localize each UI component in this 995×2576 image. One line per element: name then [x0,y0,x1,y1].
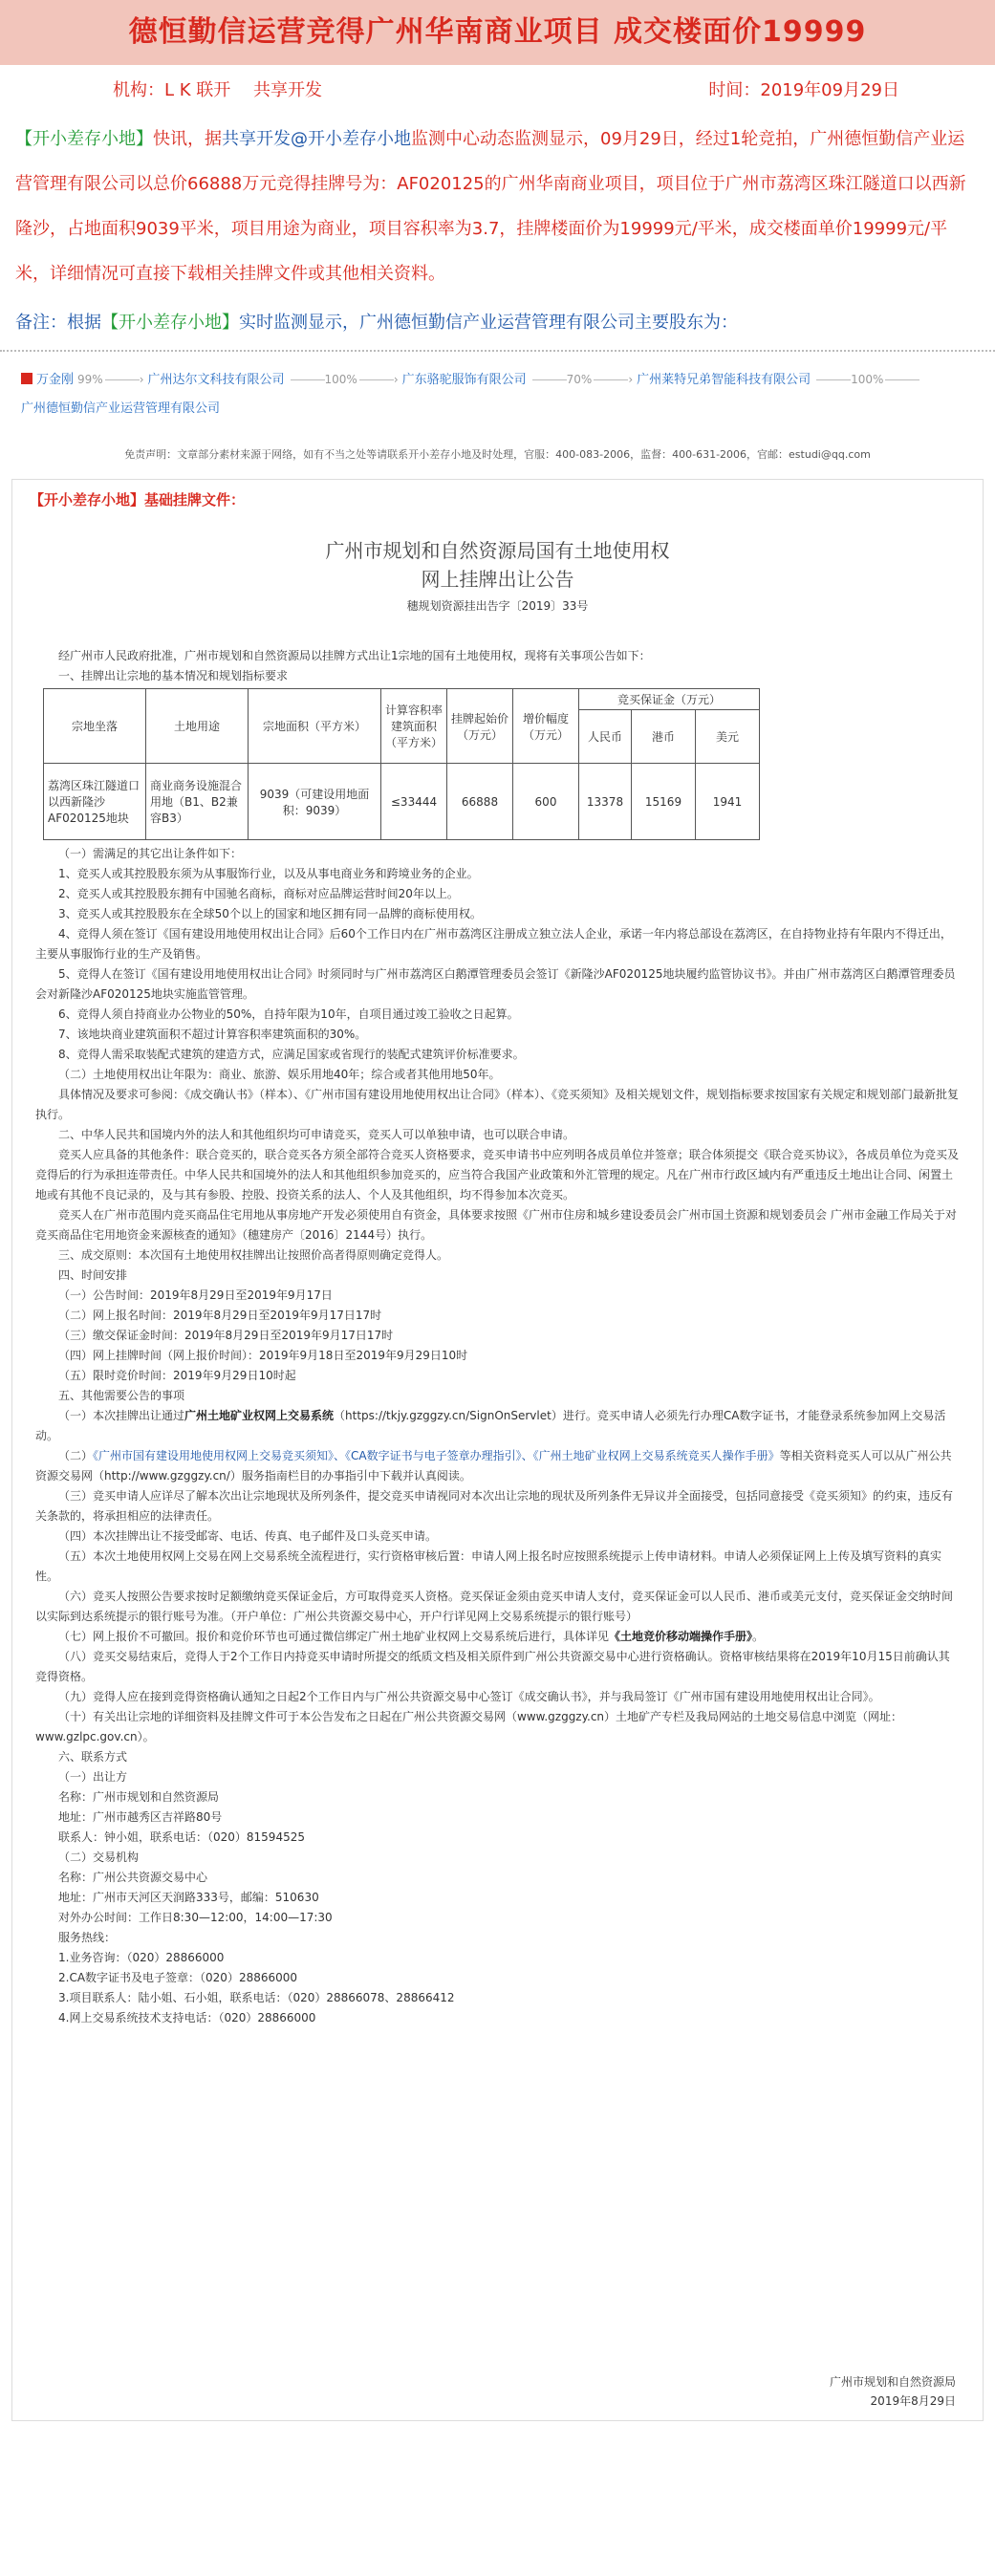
td-start: 66888 [447,764,513,840]
doc-body2-11: 四、时间安排 [58,1268,128,1282]
doc-body2-5: （二）土地使用权出让年限为：商业、旅游、娱乐用地40年；综合或者其他用地50年。 [58,1068,501,1081]
doc-time-3: （四）网上挂牌时间（网上报价时间）：2019年9月18日至2019年9月29日10时 [58,1349,468,1362]
doc-contact-5: （二）交易机构 [58,1851,140,1864]
lead-brand: 【开小差存小地】 [15,129,153,149]
th-hkd: 港币 [632,710,696,764]
th-increment: 增价幅度（万元） [513,689,579,764]
note-text: 实时监测显示，广州德恒勤信产业运营管理有限公司主要股东为： [239,313,738,333]
doc-time-1: （二）网上报名时间：2019年8月29日至2019年9月17日17时 [58,1309,382,1322]
doc-body1-1: 1、竞买人或其控股股东须为从事服饰行业，以及从事电商业务和跨境业务的企业。 [58,867,479,880]
notice-document [11,479,984,2421]
chain-node-1[interactable]: 广州达尔文科技有限公司 [147,373,285,387]
doc-time-2: （三）缴交保证金时间：2019年8月29日至2019年9月17日17时 [58,1329,394,1342]
chain-arrow-2: 70% › [530,365,633,394]
doc-body2-0: 4、竞得人须在签订《国有建设用地使用权出让合同》后60个工作日内在广州市荔湾区注册成立独立法人企业，承诺一年内将总部设在荔湾区，在自持物业持有年限内不得迁出，主要从事服饰行业的生产及销售。 [35,927,952,961]
meta-row [0,65,995,117]
td-far: ≤33444 [381,764,447,840]
doc-item-7: （七）网上报价不可撤回。报价和竞价环节也可通过微信绑定广州土地矿业权网上交易系统后进行，具体详见《土地竞价移动端操作手册》。 [58,1630,765,1643]
doc-contact-4: 联系人：钟小姐，联系电话：（020）81594525 [58,1830,305,1844]
doc-body3-3: （六）竞买人按照公告要求按时足额缴纳竞买保证金后，方可取得竞买人资格。竞买保证金须由竞买申请人支付，竞买保证金可以人民币、港币或美元支付，竞买保证金交纳时间以实际到达系统提示的银行账号为准。（开户单位：广州公共资源交易中心，开户行详见网上交易系统提示的银行账号） [35,1590,954,1623]
doc-body2-6: 具体情况及要求可参阅：《成交确认书》（样本）、《广州市国有建设用地使用权出让合同》（样本）、《竞买须知》及相关规划文件，规划指标要求按国家有关规定和规划部门最新批复执行。 [35,1088,960,1121]
doc-body1-0: （一）需满足的其它出让条件如下： [58,847,243,860]
td-location: 荔湾区珠江隧道口以西新隆沙AF020125地块 [44,764,146,840]
meta-time: 时间：2019年09月29日 [708,80,899,100]
chain-node-0[interactable]: 万金刚 [36,373,75,387]
note-prefix: 备注：根据 [15,313,101,333]
parcel-table [43,688,760,840]
doc-body2-7: 二、中华人民共和国境内外的法人和其他组织均可申请竞买，竞买人可以单独申请，也可以联合申请。 [58,1128,575,1141]
td-use: 商业商务设施混合用地（B1、B2兼容B3） [146,764,249,840]
doc-body3-1: （四）本次挂牌出让不接受邮寄、电话、传真、电子邮件及口头竞买申请。 [58,1529,438,1543]
doc-guides-link[interactable]: 《广州市国有建设用地使用权网上交易竞买须知》、《CA数字证书与电子签章办理指引》、《广州土地矿业权网上交易系统竞买人操作手册》 [93,1449,780,1462]
doc-body3-0: （三）竞买申请人应详尽了解本次出让宗地现状及所列条件，提交竞买申请视同对本次出让宗地的现状及所列条件无异议并全面接受，包括同意接受《竞买须知》的约束，违反有关条款的，将承担相应的法律责任。 [35,1489,954,1523]
lead-share-link[interactable]: 共享开发@开小差存小地 [222,129,411,149]
doc-contact-10: 1.业务咨询：（020）28866000 [58,1951,225,1964]
chain-arrow-0: 99% › [77,373,144,386]
doc-body4-2: （十）有关出让宗地的详细资料及挂牌文件可于本公告发布之日起在广州公共资源交易网（www.gzggzy.cn）土地矿产专栏及我局网站的土地交易信息中浏览（网址：www.gzlpc.gov.cn）。 [35,1710,903,1743]
th-far: 计算容积率建筑面积（平方米） [381,689,447,764]
doc-body1-2: 2、竞买人或其控股股东拥有中国驰名商标，商标对应品牌运营时间20年以上。 [58,887,459,900]
doc-body1-3: 3、竞买人或其控股股东在全球50个以上的国家和地区拥有同一品牌的商标使用权。 [58,907,482,920]
th-location: 宗地坐落 [44,689,146,764]
doc-body2-1: 5、竞得人在签订《国有建设用地使用权出让合同》时须同时与广州市荔湾区白鹅潭管理委员会签订《新隆沙AF020125地块履约监管协议书》。并由广州市荔湾区白鹅潭管理委员会对新隆沙AF020125地块实施监管管理。 [35,967,956,1001]
th-use: 土地用途 [146,689,249,764]
disclaimer: 免责声明：文章部分素材来源于网络，如有不当之处等请联系开小差存小地及时处理，官服：400-083-2006，监督：400-631-2006，官邮：estudi@qq.com [124,448,871,461]
doc-contact-7: 地址：广州市天河区天润路333号，邮编：510630 [58,1891,319,1904]
doc-body4-1: （九）竞得人应在接到竞得资格确认通知之日起2个工作日内与广州公共资源交易中心签订《成交确认书》，并与我局签订《广州市国有建设用地使用权出让合同》。 [58,1690,880,1703]
doc-body4-0: （八）竞买交易结束后，竞得人于2个工作日内持竞买申请时所提交的纸质文档及相关原件到广州公共资源交易中心进行资格确认。资格审核结果将在2019年10月15日前确认其竞得资格。 [35,1650,950,1683]
td-hkd: 15169 [632,764,696,840]
doc-contact-8: 对外办公时间：工作日8:30—12:00，14:00—17:30 [58,1911,333,1924]
doc-contact-3: 地址：广州市越秀区吉祥路80号 [58,1810,223,1824]
doc-time-4: （五）限时竞价时间：2019年9月29日10时起 [58,1369,296,1382]
doc-body2-8: 竞买人应具备的其他条件：联合竞买的，联合竞买各方须全部符合竞买人资格要求，竞买申请书中应列明各成员单位并签章；联合体须提交《联合竞买协议》，各成员单位为竞买及竞得后的行为承担连带责任。中华人民共和国境外的法人和其他组织参加竞买的，应当符合我国产业政策和外汇管理的规定。凡在广州市行政区域内有严重违反土地出让合同、闲置土地或有其他不良记录的，及与其有参股、控股、投资关系的法人、个人及其他组织，均不得参加本次竞买。 [35,1148,960,1201]
flag-icon [21,373,32,384]
doc-signature [830,2372,956,2411]
chain-arrow-3: 100% [814,365,919,394]
doc-body2-4: 8、竞得人需采取装配式建筑的建造方式，应满足国家或省现行的装配式建筑评价标准要求。 [58,1048,525,1061]
doc-body3-2: （五）本次土地使用权网上交易在网上交易系统全流程进行，实行资格审核后置：申请人网上报名时应按照系统提示上传申请材料。申请人必须保证网上上传及填写资料的真实性。 [35,1549,942,1583]
doc-body2-2: 6、竞得人须自持商业办公物业的50%，自持年限为10年，自项目通过竣工验收之日起算。 [58,1007,519,1021]
doc-contact-2: 名称：广州市规划和自然资源局 [58,1790,220,1804]
doc-item-1: （一）本次挂牌出让通过广州土地矿业权网上交易系统（https://tkjy.gzggzy.cn/SignOnServlet）进行。竞买申请人必须先行办理CA数字证书，才能登录系统参加网上交易活动。 [35,1409,946,1442]
doc-contact-9: 服务热线： [58,1931,117,1944]
doc-contact-12: 3.项目联系人：陆小姐、石小姐，联系电话：（020）28866078、28866412 [58,1991,455,2004]
doc-intro: 经广州市人民政府批准，广州市规划和自然资源局以挂牌方式出让1宗地的国有土地使用权，现将有关事项公告如下： [58,649,651,662]
doc-body2-10: 三、成交原则：本次国有土地使用权挂牌出让按照价高者得原则确定竞得人。 [58,1248,449,1262]
meta-org: 机构：L K 联开 共享开发 [113,80,322,100]
lead-part3: 监测中心动态监测显示，09月29日，经过1轮竞拍， [411,129,811,149]
doc-contact-13: 4.网上交易系统技术支持电话：（020）28866000 [58,2011,316,2024]
th-usd: 美元 [696,710,760,764]
shareholder-note [15,308,980,338]
td-usd: 1941 [696,764,760,840]
headline: 德恒勤信运营竞得广州华南商业项目 成交楼面价19999 [0,0,995,65]
th-start: 挂牌起始价（万元） [447,689,513,764]
mobile-manual-name: 《土地竞价移动端操作手册》 [609,1630,753,1643]
doc-contact-11: 2.CA数字证书及电子签章：（020）28866000 [58,1971,298,1984]
th-area: 宗地面积（平方米） [249,689,381,764]
lead-part4: 广州德恒勤信产业运营管理有限公司以总价66888万元竞得挂牌号为：AF020125的广州华南商业项目，项目位于广州市荔湾区珠江隧道口以西新隆沙，占地面积9039平米，项目用途为商业，项目容积率为3.7，挂牌楼面价为19999元/平米，成交楼面单价19999元/平米，详细情况可直接下载相关挂牌文件或其他相关资料。 [15,129,966,284]
chain-node-3[interactable]: 广州莱特兄弟智能科技有限公司 [637,373,811,387]
td-rmb: 13378 [579,764,632,840]
th-rmb: 人民币 [579,710,632,764]
th-deposit: 竞买保证金（万元） [579,689,760,710]
td-area: 9039（可建设用地面积：9039） [249,764,381,840]
chain-node-2[interactable]: 广东骆驼服饰有限公司 [401,373,527,387]
doc-time-0: （一）公告时间：2019年8月29日至2019年9月17日 [58,1288,333,1302]
doc-body2-3: 7、该地块商业建筑面积不超过计算容积率建筑面积的30%。 [58,1028,367,1041]
lead-part1: 快讯，据 [153,129,222,149]
lead-paragraph [15,117,980,296]
sign-date: 2019年8月29日 [870,2394,956,2408]
sign-org: 广州市规划和自然资源局 [829,2375,956,2389]
td-increment: 600 [513,764,579,840]
doc-title-line1: 广州市规划和自然资源局国有土地使用权 [325,539,670,562]
chain-arrow-1: 100% › [289,365,399,394]
doc-contact-0: 六、联系方式 [58,1750,128,1764]
doc-title-line2: 网上挂牌出让公告 [421,568,574,591]
chain-node-4[interactable]: 广州德恒勤信产业运营管理有限公司 [21,401,221,416]
note-brand: 【开小差存小地】 [101,313,239,333]
doc-contact-6: 名称：广州公共资源交易中心 [58,1871,208,1884]
doc-contact-1: （一）出让方 [58,1770,128,1784]
doc-section-5: 五、其他需要公告的事项 [58,1389,185,1402]
divider [0,350,995,352]
doc-heading: 【开小差存小地】基础挂牌文件： [30,491,246,509]
doc-body2-9: 竞买人在广州市范围内竞买商品住宅用地从事房地产开发必须使用自有资金，具体要求按照《广州市住房和城乡建设委员会广州市国土资源和规划委员会 广州市金融工作局关于对竞买商品住宅用地资金来源核查的通知》（穗建房产〔2016〕2144号）执行。 [35,1208,957,1242]
doc-section-1: 一、挂牌出让宗地的基本情况和规划指标要求 [58,669,289,682]
trading-system-name: 广州土地矿业权网上交易系统 [184,1409,335,1422]
doc-item-2: （二）《广州市国有建设用地使用权网上交易竞买须知》、《CA数字证书与电子签章办理指引》、《广州土地矿业权网上交易系统竞买人操作手册》等相关资料竞买人可以从广州公共资源交易网（http://www.gzggzy.cn/）服务指南栏目的办事指引中下载并认真阅读。 [35,1449,952,1483]
shareholder-chain [21,365,974,423]
doc-number: 穗规划资源挂出告字〔2019〕33号 [406,599,589,613]
